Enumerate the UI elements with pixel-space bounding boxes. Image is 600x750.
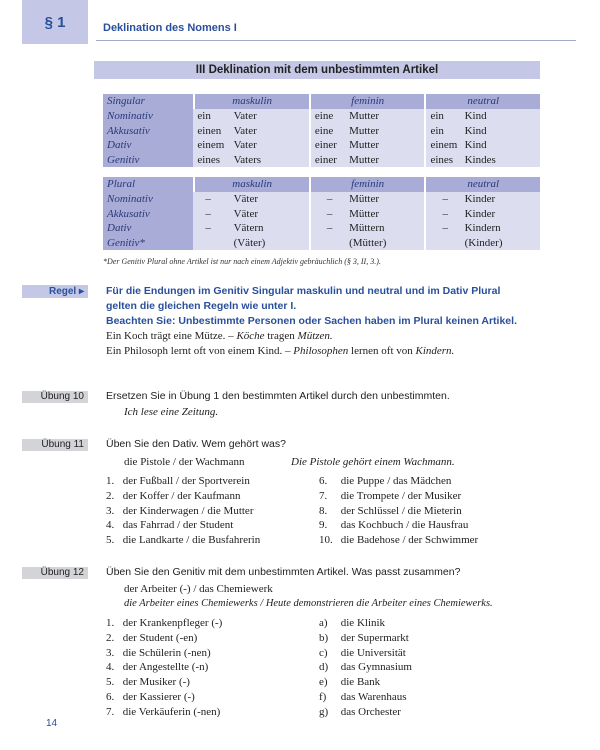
uebung-12-task: Üben Sie den Genitiv mit dem unbestimmten Artikel. Was passt zusammen? xyxy=(106,566,461,578)
item-text: der Supermarkt xyxy=(340,631,409,644)
case-label: Akkusativ xyxy=(103,207,193,222)
noun: Vätern xyxy=(234,221,309,236)
noun: (Kinder) xyxy=(465,236,540,251)
item-number: 6. xyxy=(106,690,115,703)
header-cell: feminin xyxy=(309,177,425,192)
list-item xyxy=(106,474,260,489)
case-label: Genitiv* xyxy=(103,236,193,251)
case-label: Nominativ xyxy=(103,109,193,124)
list-item xyxy=(106,660,222,675)
uebung-12-left-list xyxy=(106,616,222,720)
article: einer xyxy=(309,138,349,153)
text: Mützen. xyxy=(297,330,333,342)
article: – xyxy=(424,192,464,207)
list-item xyxy=(319,690,412,705)
page-number: 14 xyxy=(46,718,58,729)
list-item xyxy=(106,646,222,661)
uebung-11-example-a: Die Pistole gehört einem Wachmann. xyxy=(291,456,455,468)
text: Philosophen xyxy=(293,345,349,357)
item-number: 1. xyxy=(106,617,115,629)
item-text: die Badehose / der Schwimmer xyxy=(340,534,479,547)
uebung-12-example-a: die Arbeiter eines Chemiewerks / Heute demonstrieren die Arbeiter eines Chemiewerks. xyxy=(124,598,493,609)
article: ein xyxy=(424,109,464,124)
item-number: 6. xyxy=(319,475,328,487)
item-letter: b) xyxy=(319,631,329,644)
section-title: III Deklination mit dem unbestimmten Artikel xyxy=(94,61,540,79)
noun: Vaters xyxy=(234,153,309,168)
table-row xyxy=(103,192,540,207)
list-item xyxy=(106,631,222,646)
item-text: der Koffer / der Kaufmann xyxy=(122,489,241,502)
noun: (Väter) xyxy=(234,236,309,251)
item-letter: a) xyxy=(319,617,328,629)
header-cell: feminin xyxy=(309,94,425,109)
case-label: Dativ xyxy=(103,221,193,236)
item-letter: g) xyxy=(319,705,329,718)
uebung-12-label: Übung 12 xyxy=(22,567,88,579)
rule-text: gelten die gleichen Regeln wie unter I. xyxy=(106,300,297,312)
regel-label: Regel ▸ xyxy=(22,285,88,298)
list-item xyxy=(319,646,412,661)
case-label: Akkusativ xyxy=(103,124,193,139)
singular-table xyxy=(103,94,540,167)
item-text: das Gymnasium xyxy=(340,661,412,674)
item-number: 5. xyxy=(106,534,115,547)
header-cell: Plural xyxy=(103,177,193,192)
item-number: 7. xyxy=(319,489,328,502)
article: eine xyxy=(309,109,349,124)
article: – xyxy=(309,207,349,222)
rule-text: Für die Endungen im Genitiv Singular maskulin und neutral und im Dativ Plural xyxy=(106,285,501,297)
article: ein xyxy=(424,124,464,139)
case-label: Dativ xyxy=(103,138,193,153)
item-number: 2. xyxy=(106,631,115,644)
text: Ein Koch trägt eine Mütze. – xyxy=(106,330,237,342)
noun: (Mütter) xyxy=(349,236,424,251)
item-text: der Kassierer (-) xyxy=(122,690,195,703)
item-text: der Krankenpfleger (-) xyxy=(122,617,223,629)
noun: Kinder xyxy=(465,207,540,222)
list-item xyxy=(319,518,478,533)
item-text: die Landkarte / die Busfahrerin xyxy=(122,534,261,547)
section-badge: § 1 xyxy=(22,0,88,44)
header-cell: maskulin xyxy=(193,177,309,192)
uebung-10-label: Übung 10 xyxy=(22,391,88,403)
item-text: die Bank xyxy=(340,676,381,689)
item-letter: f) xyxy=(319,690,327,703)
text: lernen oft von xyxy=(348,345,416,357)
article xyxy=(309,236,349,251)
noun: Mutter xyxy=(349,124,424,139)
article: einem xyxy=(424,138,464,153)
item-text: der Kinderwagen / die Mutter xyxy=(122,504,254,517)
list-item xyxy=(319,660,412,675)
list-item xyxy=(319,474,478,489)
table-row xyxy=(103,236,540,251)
list-item xyxy=(319,631,412,646)
item-text: die Klinik xyxy=(340,617,386,629)
item-text: das Fahrrad / der Student xyxy=(122,519,234,532)
text: Ein Philosoph lernt oft von einem Kind. – xyxy=(106,345,294,357)
noun: Kindern xyxy=(465,221,540,236)
noun: Kind xyxy=(465,109,540,124)
list-item xyxy=(319,616,412,631)
item-text: die Puppe / das Mädchen xyxy=(340,475,452,487)
uebung-12-example-q: der Arbeiter (-) / das Chemiewerk xyxy=(124,583,273,595)
item-text: die Trompete / der Musiker xyxy=(340,489,462,502)
item-text: der Fußball / der Sportverein xyxy=(122,475,250,487)
list-item xyxy=(106,616,222,631)
uebung-11-right-list xyxy=(319,474,478,548)
article: – xyxy=(193,192,233,207)
noun: Vater xyxy=(234,109,309,124)
item-text: die Schülerin (-nen) xyxy=(122,646,211,659)
rule-example xyxy=(106,329,576,344)
item-number: 9. xyxy=(319,519,328,532)
list-item xyxy=(319,705,412,720)
uebung-11-task: Üben Sie den Dativ. Wem gehört was? xyxy=(106,438,286,450)
item-text: das Warenhaus xyxy=(340,690,407,703)
article: eines xyxy=(424,153,464,168)
item-letter: e) xyxy=(319,676,328,689)
table-row xyxy=(103,207,540,222)
list-item xyxy=(319,675,412,690)
case-label: Nominativ xyxy=(103,192,193,207)
chapter-title: Deklination des Nomens I xyxy=(103,22,237,34)
noun: Mütter xyxy=(349,207,424,222)
case-label: Genitiv xyxy=(103,153,193,168)
regel-box xyxy=(106,284,576,359)
article: – xyxy=(309,221,349,236)
article xyxy=(193,236,233,251)
item-number: 5. xyxy=(106,676,115,689)
article: – xyxy=(424,207,464,222)
item-number: 3. xyxy=(106,646,115,659)
footnote: *Der Genitiv Plural ohne Artikel ist nur nach einem Adjektiv gebräuchlich (§ 3, II, 3.). xyxy=(103,257,381,266)
item-text: der Schlüssel / die Mieterin xyxy=(340,504,462,517)
uebung-10-example: Ich lese eine Zeitung. xyxy=(124,406,219,418)
article: einer xyxy=(309,153,349,168)
item-number: 8. xyxy=(319,504,328,517)
item-text: das Orchester xyxy=(340,705,401,718)
noun: Kind xyxy=(465,124,540,139)
list-item xyxy=(106,533,260,548)
table-row xyxy=(103,138,540,153)
item-number: 4. xyxy=(106,519,115,532)
item-number: 3. xyxy=(106,504,115,517)
item-text: der Angestellte (-n) xyxy=(122,661,209,674)
noun: Kindes xyxy=(465,153,540,168)
list-item xyxy=(319,504,478,519)
noun: Kinder xyxy=(465,192,540,207)
table-row xyxy=(103,153,540,168)
noun: Väter xyxy=(234,207,309,222)
article: einen xyxy=(193,124,233,139)
uebung-11-example-q: die Pistole / der Wachmann xyxy=(124,456,245,468)
list-item xyxy=(106,504,260,519)
table-row xyxy=(103,124,540,139)
header-cell: Singular xyxy=(103,94,193,109)
noun: Väter xyxy=(234,192,309,207)
article: – xyxy=(309,192,349,207)
list-item xyxy=(106,675,222,690)
item-letter: d) xyxy=(319,661,329,674)
text: Kindern. xyxy=(415,345,455,357)
article: – xyxy=(193,207,233,222)
table-header xyxy=(103,177,540,192)
article: ein xyxy=(193,109,233,124)
article: eines xyxy=(193,153,233,168)
header-divider xyxy=(96,40,576,41)
noun: Mutter xyxy=(349,109,424,124)
header-cell: neutral xyxy=(424,177,540,192)
table-header xyxy=(103,94,540,109)
noun: Kind xyxy=(465,138,540,153)
article: eine xyxy=(309,124,349,139)
rule-example xyxy=(106,344,576,359)
article: einem xyxy=(193,138,233,153)
article: – xyxy=(193,221,233,236)
item-text: die Verkäuferin (-nen) xyxy=(122,705,221,718)
list-item xyxy=(319,489,478,504)
table-row xyxy=(103,221,540,236)
noun: Vater xyxy=(234,138,309,153)
uebung-12-right-list xyxy=(319,616,412,720)
noun: Mütter xyxy=(349,192,424,207)
item-text: der Student (-en) xyxy=(122,631,198,644)
article: – xyxy=(424,221,464,236)
item-number: 10. xyxy=(319,534,333,547)
item-number: 4. xyxy=(106,661,115,674)
text: Köche xyxy=(236,330,265,342)
item-number: 2. xyxy=(106,489,115,502)
list-item xyxy=(106,705,222,720)
list-item xyxy=(106,489,260,504)
list-item xyxy=(319,533,478,548)
item-number: 7. xyxy=(106,705,115,718)
plural-table xyxy=(103,177,540,250)
item-text: der Musiker (-) xyxy=(122,676,190,689)
table-row xyxy=(103,109,540,124)
item-number: 1. xyxy=(106,475,115,487)
item-text: das Kochbuch / die Hausfrau xyxy=(340,519,469,532)
noun: Vater xyxy=(234,124,309,139)
list-item xyxy=(106,690,222,705)
rule-text: Beachten Sie: Unbestimmte Personen oder Sachen haben im Plural keinen Artikel. xyxy=(106,315,517,327)
uebung-11-left-list xyxy=(106,474,260,548)
noun: Mutter xyxy=(349,153,424,168)
item-letter: c) xyxy=(319,646,328,659)
noun: Mutter xyxy=(349,138,424,153)
uebung-10-task: Ersetzen Sie in Übung 1 den bestimmten Artikel durch den unbestimmten. xyxy=(106,390,450,402)
uebung-11-label: Übung 11 xyxy=(22,439,88,451)
noun: Müttern xyxy=(349,221,424,236)
header-cell: neutral xyxy=(424,94,540,109)
text: tragen xyxy=(264,330,298,342)
list-item xyxy=(106,518,260,533)
header-cell: maskulin xyxy=(193,94,309,109)
item-text: die Universität xyxy=(340,646,406,659)
article xyxy=(424,236,464,251)
